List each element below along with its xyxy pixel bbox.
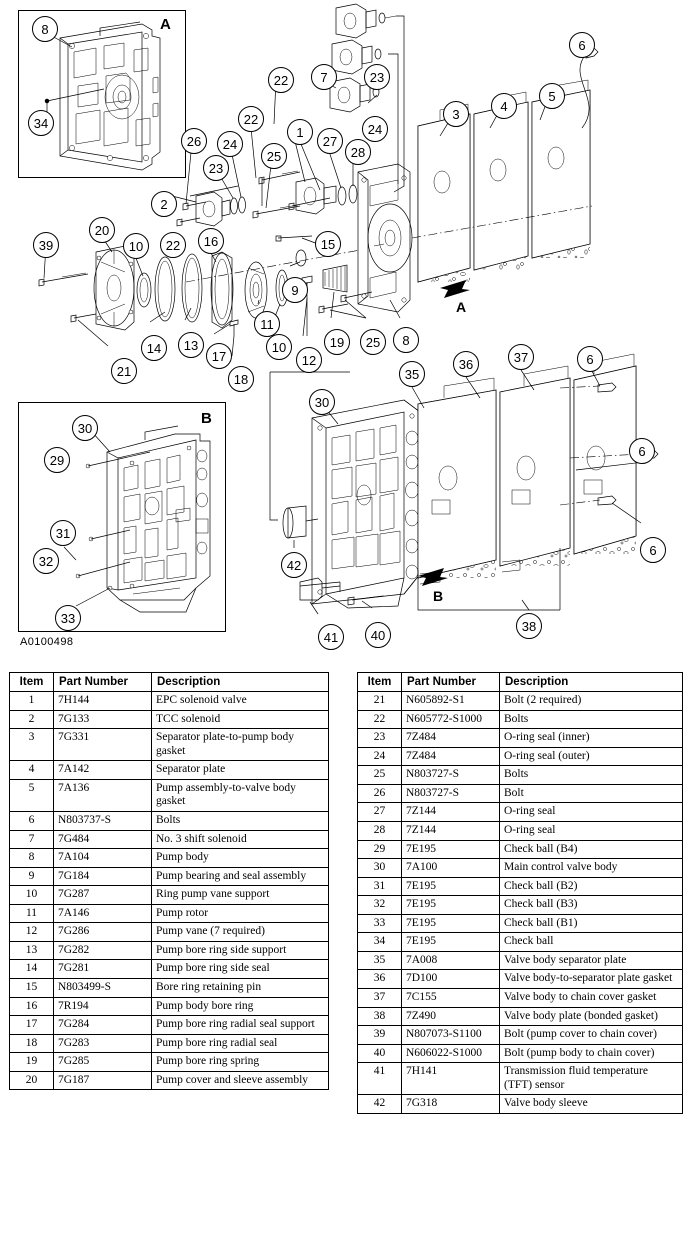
callout-7: 7 — [311, 64, 337, 90]
callout-30: 30 — [309, 389, 335, 415]
cell-item: 34 — [358, 933, 402, 952]
cell-part-number: N803727-S — [402, 766, 500, 785]
cell-part-number: 7Z144 — [402, 803, 500, 822]
callout-11: 11 — [254, 311, 280, 337]
cell-item: 28 — [358, 821, 402, 840]
figure-id: A0100498 — [20, 636, 74, 648]
table-row — [358, 1095, 683, 1114]
callout-24: 24 — [217, 131, 243, 157]
cell-item: 6 — [10, 811, 54, 830]
callout-27: 27 — [317, 128, 343, 154]
cell-part-number: 7G286 — [54, 923, 152, 942]
table-row — [358, 1044, 683, 1063]
header-description: Description — [500, 673, 683, 692]
cell-part-number: 7E195 — [402, 877, 500, 896]
cell-item: 38 — [358, 1007, 402, 1026]
cell-item: 29 — [358, 840, 402, 859]
upper-plate-stack — [186, 45, 598, 282]
table-row — [358, 859, 683, 878]
cell-item: 1 — [10, 692, 54, 711]
table-row — [358, 766, 683, 785]
table-row — [10, 1071, 329, 1090]
cell-description: Check ball (B3) — [500, 896, 683, 915]
cell-item: 41 — [358, 1063, 402, 1095]
cell-description: Bolt (2 required) — [500, 692, 683, 711]
cell-description: Pump bore ring spring — [152, 1053, 329, 1072]
table-row — [10, 997, 329, 1016]
callout-23: 23 — [364, 64, 390, 90]
table-row — [10, 710, 329, 729]
cell-item: 18 — [10, 1034, 54, 1053]
table-row — [10, 692, 329, 711]
callout-14: 14 — [141, 335, 167, 361]
header-part-number: Part Number — [402, 673, 500, 692]
cell-part-number: 7A136 — [54, 779, 152, 811]
table-row — [10, 830, 329, 849]
cell-part-number: N807073-S1100 — [402, 1026, 500, 1045]
callout-26: 26 — [181, 128, 207, 154]
cell-description: Check ball — [500, 933, 683, 952]
cell-part-number: 7H141 — [402, 1063, 500, 1095]
callout-25: 25 — [360, 329, 386, 355]
header-item: Item — [358, 673, 402, 692]
cell-part-number: N605772-S1000 — [402, 710, 500, 729]
callout-38: 38 — [516, 613, 542, 639]
table-row — [10, 886, 329, 905]
callout-19: 19 — [324, 329, 350, 355]
callout-29: 29 — [44, 447, 70, 473]
table-row — [10, 923, 329, 942]
header-part-number: Part Number — [54, 673, 152, 692]
cell-part-number: 7G284 — [54, 1016, 152, 1035]
cell-part-number: 7A104 — [54, 849, 152, 868]
table-row — [10, 960, 329, 979]
cell-item: 8 — [10, 849, 54, 868]
view-arrow-a-label: A — [456, 299, 467, 315]
cell-item: 3 — [10, 729, 54, 761]
cell-part-number: 7A146 — [54, 904, 152, 923]
header-item: Item — [10, 673, 54, 692]
cell-item: 25 — [358, 766, 402, 785]
table-row — [358, 784, 683, 803]
callout-40: 40 — [365, 622, 391, 648]
cell-item: 11 — [10, 904, 54, 923]
callout-3: 3 — [443, 101, 469, 127]
table-row — [10, 1016, 329, 1035]
view-arrow-a — [440, 280, 470, 298]
callout-2: 2 — [151, 191, 177, 217]
inset-b-label: B — [201, 410, 212, 427]
cell-description: Bore ring retaining pin — [152, 979, 329, 998]
table-row — [10, 811, 329, 830]
cell-description: Pump bearing and seal assembly — [152, 867, 329, 886]
table-row — [10, 1053, 329, 1072]
cell-item: 33 — [358, 914, 402, 933]
header-description: Description — [152, 673, 329, 692]
callout-8: 8 — [32, 16, 58, 42]
cell-description: TCC solenoid — [152, 710, 329, 729]
cell-item: 27 — [358, 803, 402, 822]
cell-part-number: 7G187 — [54, 1071, 152, 1090]
table-row — [10, 779, 329, 811]
cell-part-number: 7G281 — [54, 960, 152, 979]
callout-31: 31 — [50, 520, 76, 546]
cell-part-number: 7G287 — [54, 886, 152, 905]
table-row — [358, 877, 683, 896]
callout-17: 17 — [206, 343, 232, 369]
cell-description: Check ball (B2) — [500, 877, 683, 896]
table-row — [358, 1007, 683, 1026]
callout-6: 6 — [629, 438, 655, 464]
table-row — [358, 914, 683, 933]
callout-5: 5 — [539, 83, 565, 109]
view-arrow-b-label: B — [433, 588, 444, 604]
cell-description: Valve body to chain cover gasket — [500, 989, 683, 1008]
cell-description: Pump rotor — [152, 904, 329, 923]
cell-item: 40 — [358, 1044, 402, 1063]
table-row — [10, 867, 329, 886]
cell-item: 16 — [10, 997, 54, 1016]
cell-part-number: 7C155 — [402, 989, 500, 1008]
cell-item: 23 — [358, 729, 402, 748]
cell-description: Pump vane (7 required) — [152, 923, 329, 942]
cell-description: O-ring seal (outer) — [500, 747, 683, 766]
cell-item: 39 — [358, 1026, 402, 1045]
cell-item: 42 — [358, 1095, 402, 1114]
cell-description: Pump bore ring radial seal — [152, 1034, 329, 1053]
table-header-row — [358, 673, 683, 692]
callout-6: 6 — [577, 346, 603, 372]
callout-42: 42 — [281, 552, 307, 578]
callout-10: 10 — [123, 233, 149, 259]
cell-part-number: 7D100 — [402, 970, 500, 989]
cell-item: 36 — [358, 970, 402, 989]
table-row — [358, 1063, 683, 1095]
callout-9: 9 — [282, 277, 308, 303]
callout-6: 6 — [569, 32, 595, 58]
table-row — [358, 970, 683, 989]
cell-part-number: 7G318 — [402, 1095, 500, 1114]
cell-item: 2 — [10, 710, 54, 729]
callout-35: 35 — [399, 361, 425, 387]
callout-22: 22 — [160, 232, 186, 258]
callout-22: 22 — [268, 67, 294, 93]
cell-description: Pump cover and sleeve assembly — [152, 1071, 329, 1090]
cell-description: Valve body sleeve — [500, 1095, 683, 1114]
cell-part-number: 7E195 — [402, 896, 500, 915]
inset-a-label: A — [160, 16, 171, 33]
cell-description: Pump body — [152, 849, 329, 868]
cell-description: Pump assembly-to-valve body gasket — [152, 779, 329, 811]
callout-6: 6 — [640, 537, 666, 563]
callout-24: 24 — [362, 116, 388, 142]
cell-description: Separator plate-to-pump body gasket — [152, 729, 329, 761]
cell-part-number: 7G283 — [54, 1034, 152, 1053]
table-header-row — [10, 673, 329, 692]
callout-8: 8 — [393, 327, 419, 353]
cell-part-number: N606022-S1000 — [402, 1044, 500, 1063]
callout-20: 20 — [89, 217, 115, 243]
cell-part-number: 7G184 — [54, 867, 152, 886]
cell-description: No. 3 shift solenoid — [152, 830, 329, 849]
callout-36: 36 — [453, 351, 479, 377]
cell-description: Bolts — [500, 710, 683, 729]
cell-item: 5 — [10, 779, 54, 811]
callout-23: 23 — [203, 155, 229, 181]
cell-description: Check ball (B1) — [500, 914, 683, 933]
table-row — [358, 989, 683, 1008]
cell-part-number: 7E195 — [402, 914, 500, 933]
table-row — [358, 840, 683, 859]
cell-part-number: N803737-S — [54, 811, 152, 830]
cell-description: Bolt — [500, 784, 683, 803]
cell-part-number: 7H144 — [54, 692, 152, 711]
cell-item: 26 — [358, 784, 402, 803]
cell-part-number: 7G282 — [54, 941, 152, 960]
cell-description: Bolts — [500, 766, 683, 785]
cell-part-number: 7G484 — [54, 830, 152, 849]
cell-description: O-ring seal — [500, 803, 683, 822]
callout-25: 25 — [261, 143, 287, 169]
cell-description: Pump body bore ring — [152, 997, 329, 1016]
table-row — [358, 821, 683, 840]
cell-description: Valve body separator plate — [500, 951, 683, 970]
table-row — [10, 1034, 329, 1053]
callout-10: 10 — [266, 334, 292, 360]
cell-item: 32 — [358, 896, 402, 915]
table-row — [358, 803, 683, 822]
cell-part-number: 7G331 — [54, 729, 152, 761]
callout-1: 1 — [287, 119, 313, 145]
cell-item: 30 — [358, 859, 402, 878]
cell-item: 13 — [10, 941, 54, 960]
cell-description: Pump bore ring side support — [152, 941, 329, 960]
cell-part-number: 7Z144 — [402, 821, 500, 840]
cell-item: 24 — [358, 747, 402, 766]
callout-34: 34 — [28, 110, 54, 136]
cell-part-number: N803727-S — [402, 784, 500, 803]
cell-item: 17 — [10, 1016, 54, 1035]
inset-b-box — [18, 402, 226, 632]
table-row — [10, 941, 329, 960]
cell-item: 20 — [10, 1071, 54, 1090]
cell-description: EPC solenoid valve — [152, 692, 329, 711]
cell-item: 7 — [10, 830, 54, 849]
cell-item: 15 — [10, 979, 54, 998]
table-row — [358, 1026, 683, 1045]
cell-description: Check ball (B4) — [500, 840, 683, 859]
table-row — [358, 933, 683, 952]
cell-part-number: 7A142 — [54, 761, 152, 780]
table-row — [10, 904, 329, 923]
table-row — [358, 951, 683, 970]
cell-part-number: 7G133 — [54, 710, 152, 729]
table-row — [358, 747, 683, 766]
cell-item: 21 — [358, 692, 402, 711]
cell-item: 35 — [358, 951, 402, 970]
cell-description: Valve body plate (bonded gasket) — [500, 1007, 683, 1026]
cell-part-number: 7E195 — [402, 840, 500, 859]
cell-item: 22 — [358, 710, 402, 729]
cell-item: 31 — [358, 877, 402, 896]
callout-18: 18 — [228, 366, 254, 392]
cell-item: 12 — [10, 923, 54, 942]
callout-41: 41 — [318, 624, 344, 650]
callout-22: 22 — [238, 106, 264, 132]
callout-37: 37 — [508, 344, 534, 370]
table-row — [358, 896, 683, 915]
table-row — [10, 729, 329, 761]
callout-28: 28 — [345, 139, 371, 165]
cell-part-number: 7A100 — [402, 859, 500, 878]
cell-part-number: 7E195 — [402, 933, 500, 952]
table-row — [358, 710, 683, 729]
cell-description: Separator plate — [152, 761, 329, 780]
cell-part-number: N803499-S — [54, 979, 152, 998]
parts-table-right — [357, 672, 683, 1114]
cell-part-number: 7Z484 — [402, 729, 500, 748]
cell-item: 37 — [358, 989, 402, 1008]
callout-32: 32 — [33, 548, 59, 574]
cell-description: Transmission fluid temperature (TFT) sensor — [500, 1063, 683, 1095]
cell-item: 19 — [10, 1053, 54, 1072]
cell-part-number: 7A008 — [402, 951, 500, 970]
cell-description: Pump bore ring radial seal support — [152, 1016, 329, 1035]
callout-33: 33 — [55, 605, 81, 631]
callout-12: 12 — [296, 347, 322, 373]
table-row — [10, 979, 329, 998]
cell-item: 10 — [10, 886, 54, 905]
table-row — [10, 761, 329, 780]
cell-item: 14 — [10, 960, 54, 979]
cell-description: Ring pump vane support — [152, 886, 329, 905]
cell-description: Bolt (pump cover to chain cover) — [500, 1026, 683, 1045]
parts-table-left — [9, 672, 329, 1090]
cell-description: Bolt (pump body to chain cover) — [500, 1044, 683, 1063]
callout-4: 4 — [491, 93, 517, 119]
callout-21: 21 — [111, 358, 137, 384]
table-row — [10, 849, 329, 868]
cell-part-number: N605892-S1 — [402, 692, 500, 711]
cell-description: Bolts — [152, 811, 329, 830]
cell-description: Pump bore ring side seal — [152, 960, 329, 979]
cell-description: O-ring seal (inner) — [500, 729, 683, 748]
table-row — [358, 692, 683, 711]
callout-15: 15 — [315, 231, 341, 257]
cell-description: O-ring seal — [500, 821, 683, 840]
table-row — [358, 729, 683, 748]
callout-13: 13 — [178, 332, 204, 358]
cell-description: Main control valve body — [500, 859, 683, 878]
cell-item: 9 — [10, 867, 54, 886]
callout-16: 16 — [198, 228, 224, 254]
cell-description: Valve body-to-separator plate gasket — [500, 970, 683, 989]
cell-part-number: 7Z490 — [402, 1007, 500, 1026]
cell-part-number: 7G285 — [54, 1053, 152, 1072]
cell-part-number: 7Z484 — [402, 747, 500, 766]
callout-39: 39 — [33, 232, 59, 258]
cell-item: 4 — [10, 761, 54, 780]
callout-30: 30 — [72, 415, 98, 441]
cell-part-number: 7R194 — [54, 997, 152, 1016]
